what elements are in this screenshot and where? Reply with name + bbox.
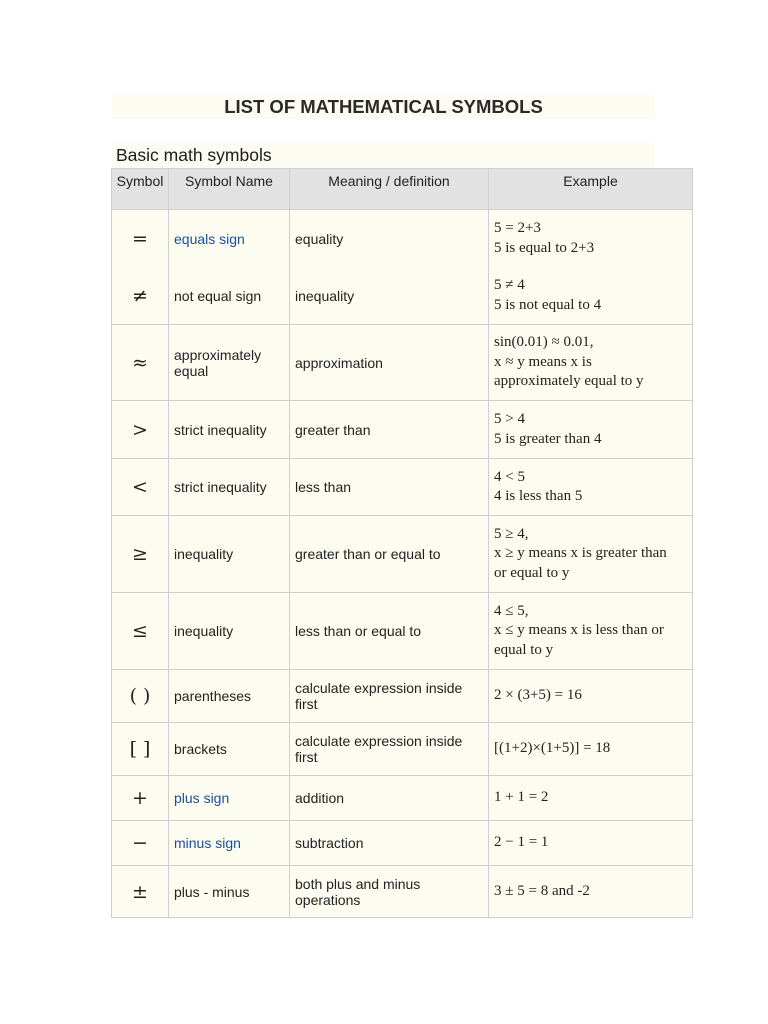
meaning-cell: greater than [290, 401, 489, 459]
table-row [112, 401, 693, 459]
symbol-name-link[interactable]: minus sign [174, 835, 241, 851]
table-row [112, 268, 693, 325]
symbol-name-link[interactable]: equals sign [174, 230, 245, 247]
symbol-cell: ± [112, 866, 169, 918]
example-cell [489, 325, 693, 401]
example-line: 5 ≥ 4, [494, 525, 529, 542]
example-cell [489, 593, 693, 670]
example-line: 5 = 2+3 [494, 220, 541, 237]
symbol-cell: ≈ [112, 325, 169, 401]
example-cell [489, 866, 693, 918]
symbol-cell: < [112, 459, 169, 516]
meaning-cell: equality [290, 210, 489, 268]
document-title: LIST OF MATHEMATICAL SYMBOLS [224, 96, 543, 117]
symbol-cell: [ ] [112, 723, 169, 776]
example-cell [489, 401, 693, 459]
example-line: x ≈ y means x is [494, 353, 592, 370]
table-row [112, 866, 693, 918]
example-line: 5 is equal to 2+3 [494, 239, 595, 256]
example-line: 5 > 4 [494, 411, 525, 427]
meaning-cell: approximation [290, 325, 489, 401]
example-cell [489, 821, 693, 866]
meaning-cell: less than [290, 459, 489, 516]
table-row [112, 821, 693, 866]
example-line: 4 < 5 [494, 468, 525, 485]
example-cell [489, 723, 693, 776]
section-heading: Basic math symbols [116, 145, 272, 165]
symbol-name-cell: inequality [169, 516, 290, 593]
example-line: 4 ≤ 5, [494, 602, 529, 619]
symbol-cell: ≠ [112, 268, 169, 325]
meaning-cell: less than or equal to [290, 593, 489, 670]
symbol-cell: = [112, 210, 169, 268]
meaning-cell: inequality [290, 268, 489, 325]
example-line: equal to y [494, 641, 554, 658]
example-line: x ≥ y means x is greater than [494, 545, 667, 562]
example-cell [489, 459, 693, 516]
table-row [112, 593, 693, 670]
meaning-cell: calculate expression inside first [290, 670, 489, 723]
example-line: [(1+2)×(1+5)] = 18 [494, 740, 611, 757]
document-title-band [112, 95, 655, 119]
symbol-name-cell [169, 776, 290, 821]
example-line: x ≤ y means x is less than or [494, 622, 664, 639]
example-cell [489, 268, 693, 325]
symbol-name-link[interactable]: plus sign [174, 790, 230, 806]
meaning-cell: subtraction [290, 821, 489, 866]
example-cell [489, 776, 693, 821]
symbol-cell: + [112, 776, 169, 821]
example-line: approximately equal to y [494, 373, 644, 390]
section-heading-band [112, 143, 655, 168]
symbol-name-cell [169, 210, 290, 268]
example-line: or equal to y [494, 564, 570, 581]
symbol-name-cell: plus - minus [169, 866, 290, 918]
symbol-name-cell [169, 821, 290, 866]
example-line: 4 is less than 5 [494, 488, 583, 504]
header-symbol: Symbol [112, 169, 169, 210]
table-row [112, 516, 693, 593]
meaning-cell: greater than or equal to [290, 516, 489, 593]
table-row [112, 723, 693, 776]
example-line: 3 ± 5 = 8 and -2 [494, 882, 590, 899]
example-line: 1 + 1 = 2 [494, 789, 549, 806]
example-cell [489, 670, 693, 723]
header-symbol-name: Symbol Name [169, 169, 290, 210]
meaning-cell: addition [290, 776, 489, 821]
example-line: 5 is not equal to 4 [494, 296, 602, 313]
example-line: 2 × (3+5) = 16 [494, 687, 582, 704]
symbol-cell: ( ) [112, 670, 169, 723]
symbol-name-cell: not equal sign [169, 268, 290, 325]
table-header-row [112, 169, 693, 210]
meaning-cell: calculate expression inside first [290, 723, 489, 776]
symbol-name-cell: strict inequality [169, 401, 290, 459]
symbol-name-cell: approximately equal [169, 325, 290, 401]
symbol-cell: ≥ [112, 516, 169, 593]
example-line: 5 ≠ 4 [494, 277, 525, 294]
table-row [112, 670, 693, 723]
symbol-cell: ≤ [112, 593, 169, 670]
table-row [112, 210, 693, 268]
example-cell [489, 516, 693, 593]
example-line: sin(0.01) ≈ 0.01, [494, 334, 594, 351]
example-cell [489, 210, 693, 268]
symbol-name-cell: inequality [169, 593, 290, 670]
table-row [112, 325, 693, 401]
example-line: 5 is greater than 4 [494, 430, 602, 447]
symbols-table [111, 168, 693, 918]
header-example: Example [489, 169, 693, 210]
symbol-name-cell: strict inequality [169, 459, 290, 516]
symbol-cell: > [112, 401, 169, 459]
meaning-cell: both plus and minus operations [290, 866, 489, 918]
example-line: 2 − 1 = 1 [494, 834, 549, 851]
table-row [112, 776, 693, 821]
symbol-name-cell: brackets [169, 723, 290, 776]
symbol-name-cell: parentheses [169, 670, 290, 723]
header-meaning: Meaning / definition [290, 169, 489, 210]
symbol-cell: − [112, 821, 169, 866]
table-row [112, 459, 693, 516]
